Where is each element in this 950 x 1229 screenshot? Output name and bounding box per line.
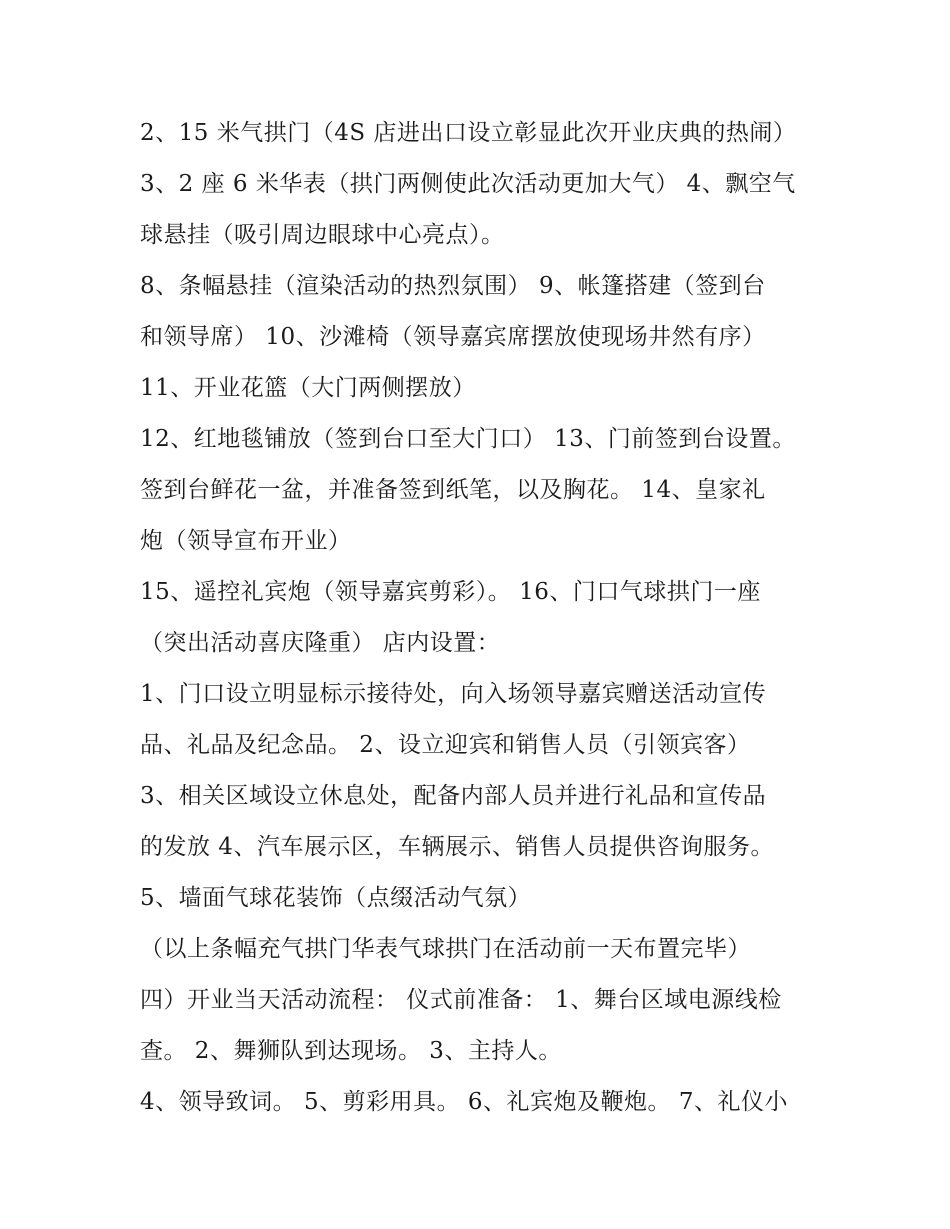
text-line: 品、礼品及纪念品。 2、设立迎宾和销售人员（引领宾客） [140,732,751,758]
text-line: （以上条幅充气拱门华表气球拱门在活动前一天布置完毕） [140,936,751,962]
text-line: 5、墙面气球花装饰（点缀活动气氛） [140,885,532,911]
text-line: 四）开业当天活动流程： 仪式前准备： 1、舞台区域电源线检 [140,987,782,1013]
text-line: 3、相关区域设立休息处，配备内部人员并进行礼品和宣传品 [140,783,767,809]
text-line: 的发放 4、汽车展示区，车辆展示、销售人员提供咨询服务。 [140,834,774,860]
text-line: 1、门口设立明显标示接待处，向入场领导嘉宾赠送活动宣传 [140,681,767,707]
text-line: 3、2 座 6 米华表（拱门两侧使此次活动更加大气） 4、飘空气 [140,171,796,197]
text-line: 球悬挂（吸引周边眼球中心亮点）。 [140,222,505,248]
text-line: 4、领导致词。 5、剪彩用具。 6、礼宾炮及鞭炮。 7、礼仪小 [140,1089,788,1115]
text-line: 查。 2、舞狮队到达现场。 3、主持人。 [140,1038,562,1064]
text-line: （突出活动喜庆隆重） 店内设置： [140,630,501,656]
text-line: 和领导席） 10、沙滩椅（领导嘉宾席摆放使现场井然有序） [140,324,766,350]
text-line: 11、开业花篮（大门两侧摆放） [140,375,476,401]
text-line: 炮（领导宣布开业） [140,528,352,554]
document-body [140,108,820,1128]
text-line: 签到台鲜花一盆，并准备签到纸笔，以及胸花。 14、皇家礼 [140,477,766,503]
text-line: 12、红地毯铺放（签到台口至大门口） 13、门前签到台设置。 [140,426,796,452]
text-line: 8、条幅悬挂（渲染活动的热烈氛围） 9、帐篷搭建（签到台 [140,273,766,299]
text-line: 15、遥控礼宾炮（领导嘉宾剪彩）。 16、门口气球拱门一座 [140,579,761,605]
text-line: 2、15 米气拱门（4S 店进出口设立彰显此次开业庆典的热闹） [140,120,797,146]
